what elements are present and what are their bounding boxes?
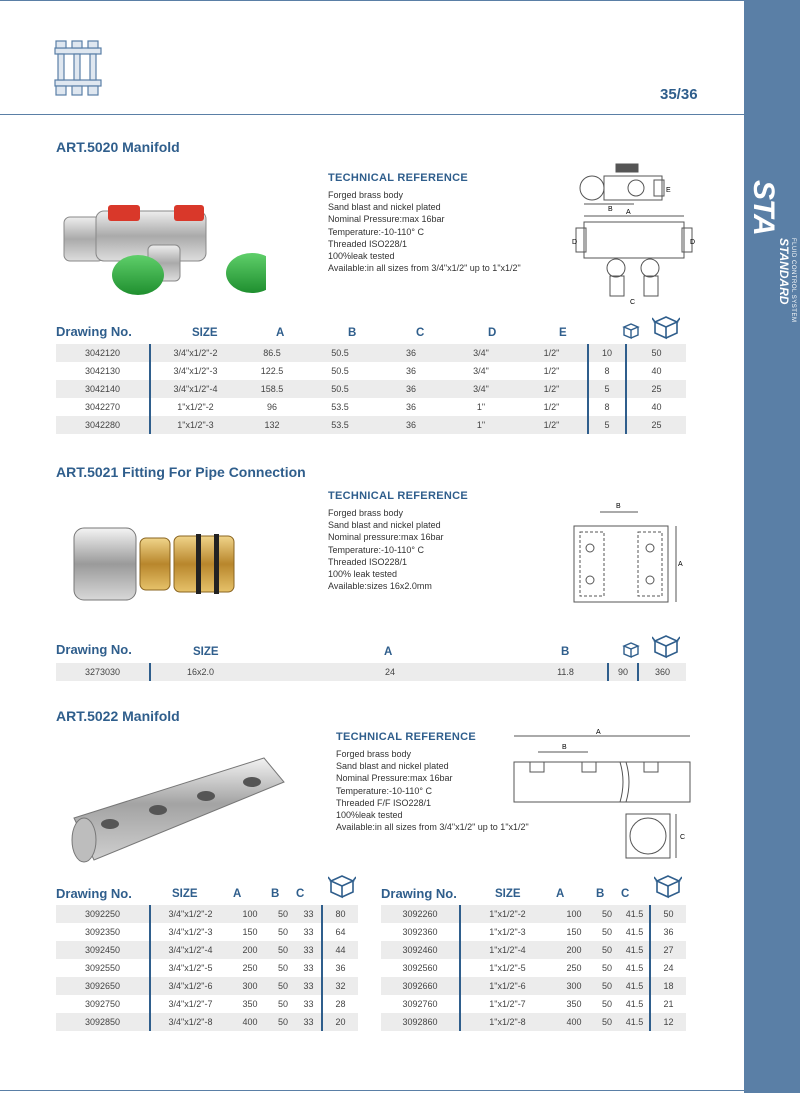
cell: 36 bbox=[335, 963, 346, 973]
table-row bbox=[56, 923, 358, 941]
cell: 64 bbox=[335, 927, 346, 937]
brand-logo bbox=[744, 180, 800, 350]
tech-line: Available:in all sizes from 3/4"x1/2" up to 1"x1/2" bbox=[336, 822, 529, 833]
cell: 33 bbox=[296, 941, 322, 959]
cell: 50.5 bbox=[304, 344, 376, 362]
package-small-icon bbox=[622, 322, 640, 340]
tech-line: Nominal Pressure:max 16bar bbox=[328, 214, 445, 225]
dim-label: A bbox=[626, 209, 631, 216]
cell: 1/2" bbox=[516, 380, 588, 398]
cell: 3/4" bbox=[473, 366, 489, 376]
col-header: SIZE bbox=[172, 888, 198, 900]
table-5022-left bbox=[56, 905, 358, 1031]
cell: 50 bbox=[594, 941, 620, 959]
cell: 53.5 bbox=[304, 416, 376, 434]
cell: 3/4"x1/2"-7 bbox=[168, 999, 213, 1009]
tech-line: Forged brass body bbox=[328, 190, 404, 200]
dim-label: C bbox=[680, 834, 686, 841]
col-header: A bbox=[233, 888, 242, 900]
cell: 3092450 bbox=[56, 941, 150, 959]
cell: 40 bbox=[651, 402, 662, 412]
cell: 50 bbox=[277, 999, 288, 1009]
cell: 122.5 bbox=[260, 366, 284, 376]
cell: 3042280 bbox=[56, 416, 150, 434]
tech-title-5022: TECHNICAL REFERENCE bbox=[336, 731, 476, 743]
cell: 50 bbox=[601, 927, 612, 937]
cell: 11.8 bbox=[524, 663, 608, 681]
cell: 1/2" bbox=[516, 416, 588, 434]
cell: 41.5 bbox=[620, 995, 650, 1013]
cell: 41.5 bbox=[620, 923, 650, 941]
tech-line: Forged brass body bbox=[336, 749, 412, 759]
tech-line: Sand blast and nickel plated bbox=[336, 761, 449, 772]
cell: 3092760 bbox=[381, 995, 460, 1013]
cell: 50 bbox=[277, 927, 288, 937]
table-5022-right bbox=[381, 905, 686, 1031]
cell: 250 bbox=[566, 963, 582, 973]
cell: 90 bbox=[608, 663, 638, 681]
col-header: B bbox=[271, 888, 280, 900]
cell: 1"x1/2"-6 bbox=[460, 977, 554, 995]
cell: 50.5 bbox=[331, 366, 349, 376]
dim-label: B bbox=[608, 206, 613, 213]
cell: 50 bbox=[270, 1013, 296, 1031]
col-header: C bbox=[296, 888, 305, 900]
tech-line: 100% leak tested bbox=[328, 569, 398, 580]
cell: 32 bbox=[322, 977, 358, 995]
cell: 41.5 bbox=[620, 1013, 650, 1031]
col-header: D bbox=[488, 327, 497, 339]
section-title-5020: ART.5020 Manifold bbox=[56, 139, 180, 155]
cell: 36 bbox=[376, 416, 446, 434]
tech-line: Forged brass body bbox=[328, 508, 404, 518]
cell: 1" bbox=[476, 402, 486, 412]
tech-line: Threaded ISO228/1 bbox=[328, 238, 408, 249]
col-header: B bbox=[596, 888, 605, 900]
top-rule bbox=[0, 0, 744, 1]
cell: 400 bbox=[230, 1013, 270, 1031]
cell: 1/2" bbox=[516, 398, 588, 416]
tech-line: Threaded ISO228/1 bbox=[328, 556, 408, 567]
table-row bbox=[56, 995, 358, 1013]
cell: 28 bbox=[335, 999, 346, 1009]
cell: 3092260 bbox=[381, 905, 460, 923]
dim-label: B bbox=[562, 744, 567, 751]
cell: 36 bbox=[663, 927, 674, 937]
cell: 53.5 bbox=[331, 402, 349, 412]
table-row bbox=[381, 959, 686, 977]
cell: 3/4"x1/2"-3 bbox=[173, 366, 218, 376]
cell: 3092860 bbox=[381, 1013, 460, 1031]
bottom-rule bbox=[0, 1090, 744, 1091]
brand-tagline: FLUID CONTROL SYSTEM bbox=[790, 238, 796, 323]
section-title-5022: ART.5022 Manifold bbox=[56, 708, 180, 724]
cell: 3/4"x1/2"-8 bbox=[150, 1013, 230, 1031]
cell: 1/2" bbox=[516, 344, 588, 362]
cell: 3092360 bbox=[381, 923, 460, 941]
col-header: B bbox=[561, 646, 570, 658]
table-row bbox=[381, 995, 686, 1013]
cell: 24 bbox=[256, 663, 524, 681]
cell: 250 bbox=[242, 963, 258, 973]
tech-line: 100%leak tested bbox=[328, 251, 395, 262]
cell: 150 bbox=[566, 927, 582, 937]
tech-line: Sand blast and nickel plated bbox=[328, 520, 441, 531]
cell: 24 bbox=[663, 963, 674, 973]
cell: 41.5 bbox=[620, 959, 650, 977]
cell: 3/4" bbox=[446, 380, 516, 398]
cell: 350 bbox=[242, 999, 258, 1009]
cell: 50 bbox=[277, 963, 288, 973]
cell: 100 bbox=[230, 905, 270, 923]
page-number: 35/36 bbox=[660, 86, 698, 103]
table-row bbox=[56, 362, 686, 380]
cell: 3/4"x1/2"-4 bbox=[150, 380, 240, 398]
cell: 3092560 bbox=[381, 959, 460, 977]
table-row bbox=[56, 1013, 358, 1031]
cell: 3/4"x1/2"-6 bbox=[150, 977, 230, 995]
cell: 50 bbox=[594, 977, 620, 995]
cell: 21 bbox=[663, 999, 674, 1009]
dim-label: C bbox=[630, 299, 636, 306]
cell: 50 bbox=[270, 941, 296, 959]
cell: 50 bbox=[270, 977, 296, 995]
cell: 96 bbox=[266, 402, 277, 412]
tech-line: Nominal Pressure:max 16bar bbox=[336, 773, 453, 784]
brand-name: STANDARD bbox=[777, 238, 791, 305]
cell: 8 bbox=[588, 362, 626, 380]
col-header: Drawing No. bbox=[56, 642, 132, 657]
table-row bbox=[56, 416, 686, 434]
header-rule bbox=[0, 114, 744, 115]
cell: 3/4"x1/2"-3 bbox=[168, 927, 213, 937]
cell: 3092350 bbox=[56, 923, 150, 941]
cell: 3273030 bbox=[56, 663, 150, 681]
tech-line: Available:in all sizes from 3/4"x1/2" up to 1"x1/2" bbox=[328, 263, 521, 274]
table-row bbox=[381, 1013, 686, 1031]
col-header: SIZE bbox=[193, 646, 219, 658]
product-photo-5020 bbox=[56, 195, 266, 305]
col-header: A bbox=[556, 888, 565, 900]
cell: 300 bbox=[554, 977, 594, 995]
cell: 50.5 bbox=[304, 380, 376, 398]
cell: 50 bbox=[650, 905, 686, 923]
cell: 3042130 bbox=[56, 362, 150, 380]
table-row bbox=[56, 941, 358, 959]
header-manifold-icon bbox=[52, 38, 104, 100]
cell: 350 bbox=[566, 999, 582, 1009]
cell: 3092650 bbox=[56, 977, 150, 995]
cell: 3092660 bbox=[381, 977, 460, 995]
cell: 360 bbox=[638, 663, 686, 681]
cell: 3042270 bbox=[56, 398, 150, 416]
table-row bbox=[56, 344, 686, 362]
cell: 18 bbox=[650, 977, 686, 995]
col-header: A bbox=[276, 327, 285, 339]
cell: 50 bbox=[626, 344, 686, 362]
cell: 3092550 bbox=[56, 959, 150, 977]
cell: 33 bbox=[296, 905, 322, 923]
col-header: C bbox=[621, 888, 630, 900]
section-title-5021: ART.5021 Fitting For Pipe Connection bbox=[56, 464, 306, 480]
cell: 300 bbox=[230, 977, 270, 995]
product-photo-5022 bbox=[68, 752, 290, 872]
cell: 44 bbox=[322, 941, 358, 959]
cell: 50 bbox=[594, 1013, 620, 1031]
table-row bbox=[56, 959, 358, 977]
cell: 1"x1/2"-4 bbox=[460, 941, 554, 959]
cell: 16x2.0 bbox=[150, 663, 256, 681]
cell: 1"x1/2"-8 bbox=[460, 1013, 554, 1031]
cell: 8 bbox=[588, 398, 626, 416]
cell: 50 bbox=[601, 999, 612, 1009]
table-5021 bbox=[56, 663, 686, 681]
tech-line: Available:sizes 16x2.0mm bbox=[328, 581, 432, 592]
cell: 3092850 bbox=[56, 1013, 150, 1031]
cell: 3042140 bbox=[56, 380, 150, 398]
table-row bbox=[381, 905, 686, 923]
cell: 41.5 bbox=[620, 905, 650, 923]
cell: 33 bbox=[296, 959, 322, 977]
package-small-icon bbox=[622, 641, 640, 659]
drawing-5022 bbox=[508, 728, 698, 864]
cell: 36 bbox=[405, 402, 416, 412]
table-row bbox=[56, 905, 358, 923]
cell: 3/4"x1/2"-5 bbox=[168, 963, 213, 973]
dim-label: E bbox=[666, 187, 671, 194]
col-header: Drawing No. bbox=[56, 324, 132, 339]
cell: 200 bbox=[554, 941, 594, 959]
package-large-icon bbox=[328, 873, 356, 899]
cell: 41.5 bbox=[620, 941, 650, 959]
col-header: A bbox=[384, 646, 393, 658]
cell: 40 bbox=[651, 366, 662, 376]
col-header: B bbox=[348, 327, 357, 339]
cell: 10 bbox=[588, 344, 626, 362]
tech-title-5020: TECHNICAL REFERENCE bbox=[328, 172, 468, 184]
cell: 3092250 bbox=[56, 905, 150, 923]
drawing-5021 bbox=[560, 498, 690, 610]
tech-line: Temperature:-10-110° C bbox=[328, 544, 424, 555]
cell: 36 bbox=[376, 344, 446, 362]
dim-label: B bbox=[616, 503, 621, 510]
cell: 80 bbox=[322, 905, 358, 923]
table-5020 bbox=[56, 344, 686, 434]
col-header: SIZE bbox=[495, 888, 521, 900]
dim-label: A bbox=[678, 561, 683, 568]
sidebar-band bbox=[744, 0, 800, 1093]
cell: 86.5 bbox=[240, 344, 304, 362]
cell: 33 bbox=[296, 995, 322, 1013]
cell: 3092460 bbox=[381, 941, 460, 959]
cell: 1"x1/2"-3 bbox=[489, 927, 526, 937]
dim-label: D bbox=[690, 239, 696, 246]
cell: 5 bbox=[588, 380, 626, 398]
cell: 12 bbox=[650, 1013, 686, 1031]
cell: 50 bbox=[270, 905, 296, 923]
drawing-5020 bbox=[570, 158, 700, 308]
tech-title-5021: TECHNICAL REFERENCE bbox=[328, 490, 468, 502]
tech-line: Threaded F/F ISO228/1 bbox=[336, 797, 432, 808]
tech-line: Temperature:-10-110° C bbox=[328, 226, 424, 237]
cell: 3/4"x1/2"-2 bbox=[150, 905, 230, 923]
cell: 36 bbox=[405, 366, 416, 376]
col-header: Drawing No. bbox=[381, 886, 457, 901]
cell: 5 bbox=[588, 416, 626, 434]
col-header: Drawing No. bbox=[56, 886, 132, 901]
cell: 33 bbox=[296, 1013, 322, 1031]
table-row bbox=[381, 923, 686, 941]
cell: 3/4"x1/2"-2 bbox=[150, 344, 240, 362]
cell: 36 bbox=[376, 380, 446, 398]
cell: 150 bbox=[242, 927, 258, 937]
tech-list-5021 bbox=[328, 507, 444, 592]
tech-line: 100%leak tested bbox=[336, 810, 403, 821]
cell: 132 bbox=[240, 416, 304, 434]
package-large-icon bbox=[652, 314, 680, 340]
cell: 1" bbox=[446, 416, 516, 434]
tech-line: Nominal pressure:max 16bar bbox=[328, 532, 444, 543]
table-row bbox=[381, 977, 686, 995]
table-row bbox=[56, 977, 358, 995]
cell: 3092750 bbox=[56, 995, 150, 1013]
cell: 1"x1/2"-2 bbox=[460, 905, 554, 923]
cell: 1"x1/2"-7 bbox=[489, 999, 526, 1009]
cell: 1/2" bbox=[516, 362, 588, 380]
table-row bbox=[56, 663, 686, 681]
cell: 400 bbox=[554, 1013, 594, 1031]
cell: 1"x1/2"-3 bbox=[150, 416, 240, 434]
cell: 158.5 bbox=[240, 380, 304, 398]
tech-list-5022 bbox=[336, 748, 529, 833]
package-large-icon bbox=[654, 873, 682, 899]
cell: 25 bbox=[626, 380, 686, 398]
cell: 33 bbox=[296, 923, 322, 941]
cell: 41.5 bbox=[620, 977, 650, 995]
cell: 33 bbox=[296, 977, 322, 995]
tech-line: Sand blast and nickel plated bbox=[328, 202, 441, 213]
package-large-icon bbox=[652, 633, 680, 659]
table-row bbox=[56, 398, 686, 416]
cell: 20 bbox=[322, 1013, 358, 1031]
tech-line: Temperature:-10-110° C bbox=[336, 785, 432, 796]
dim-label: D bbox=[572, 239, 578, 246]
product-photo-5021 bbox=[68, 520, 248, 610]
cell: 3042120 bbox=[56, 344, 150, 362]
cell: 100 bbox=[554, 905, 594, 923]
col-header: SIZE bbox=[192, 327, 218, 339]
table-row bbox=[381, 941, 686, 959]
dim-label: A bbox=[596, 729, 601, 736]
col-header: E bbox=[559, 327, 567, 339]
cell: 1"x1/2"-5 bbox=[489, 963, 526, 973]
cell: 3/4"x1/2"-4 bbox=[150, 941, 230, 959]
cell: 3/4" bbox=[446, 344, 516, 362]
table-row bbox=[56, 380, 686, 398]
cell: 200 bbox=[230, 941, 270, 959]
tech-list-5020 bbox=[328, 189, 521, 274]
cell: 25 bbox=[626, 416, 686, 434]
cell: 27 bbox=[650, 941, 686, 959]
brand-logo-mark: STA bbox=[747, 180, 780, 235]
cell: 50 bbox=[594, 905, 620, 923]
col-header: C bbox=[416, 327, 425, 339]
cell: 50 bbox=[601, 963, 612, 973]
cell: 1"x1/2"-2 bbox=[177, 402, 214, 412]
